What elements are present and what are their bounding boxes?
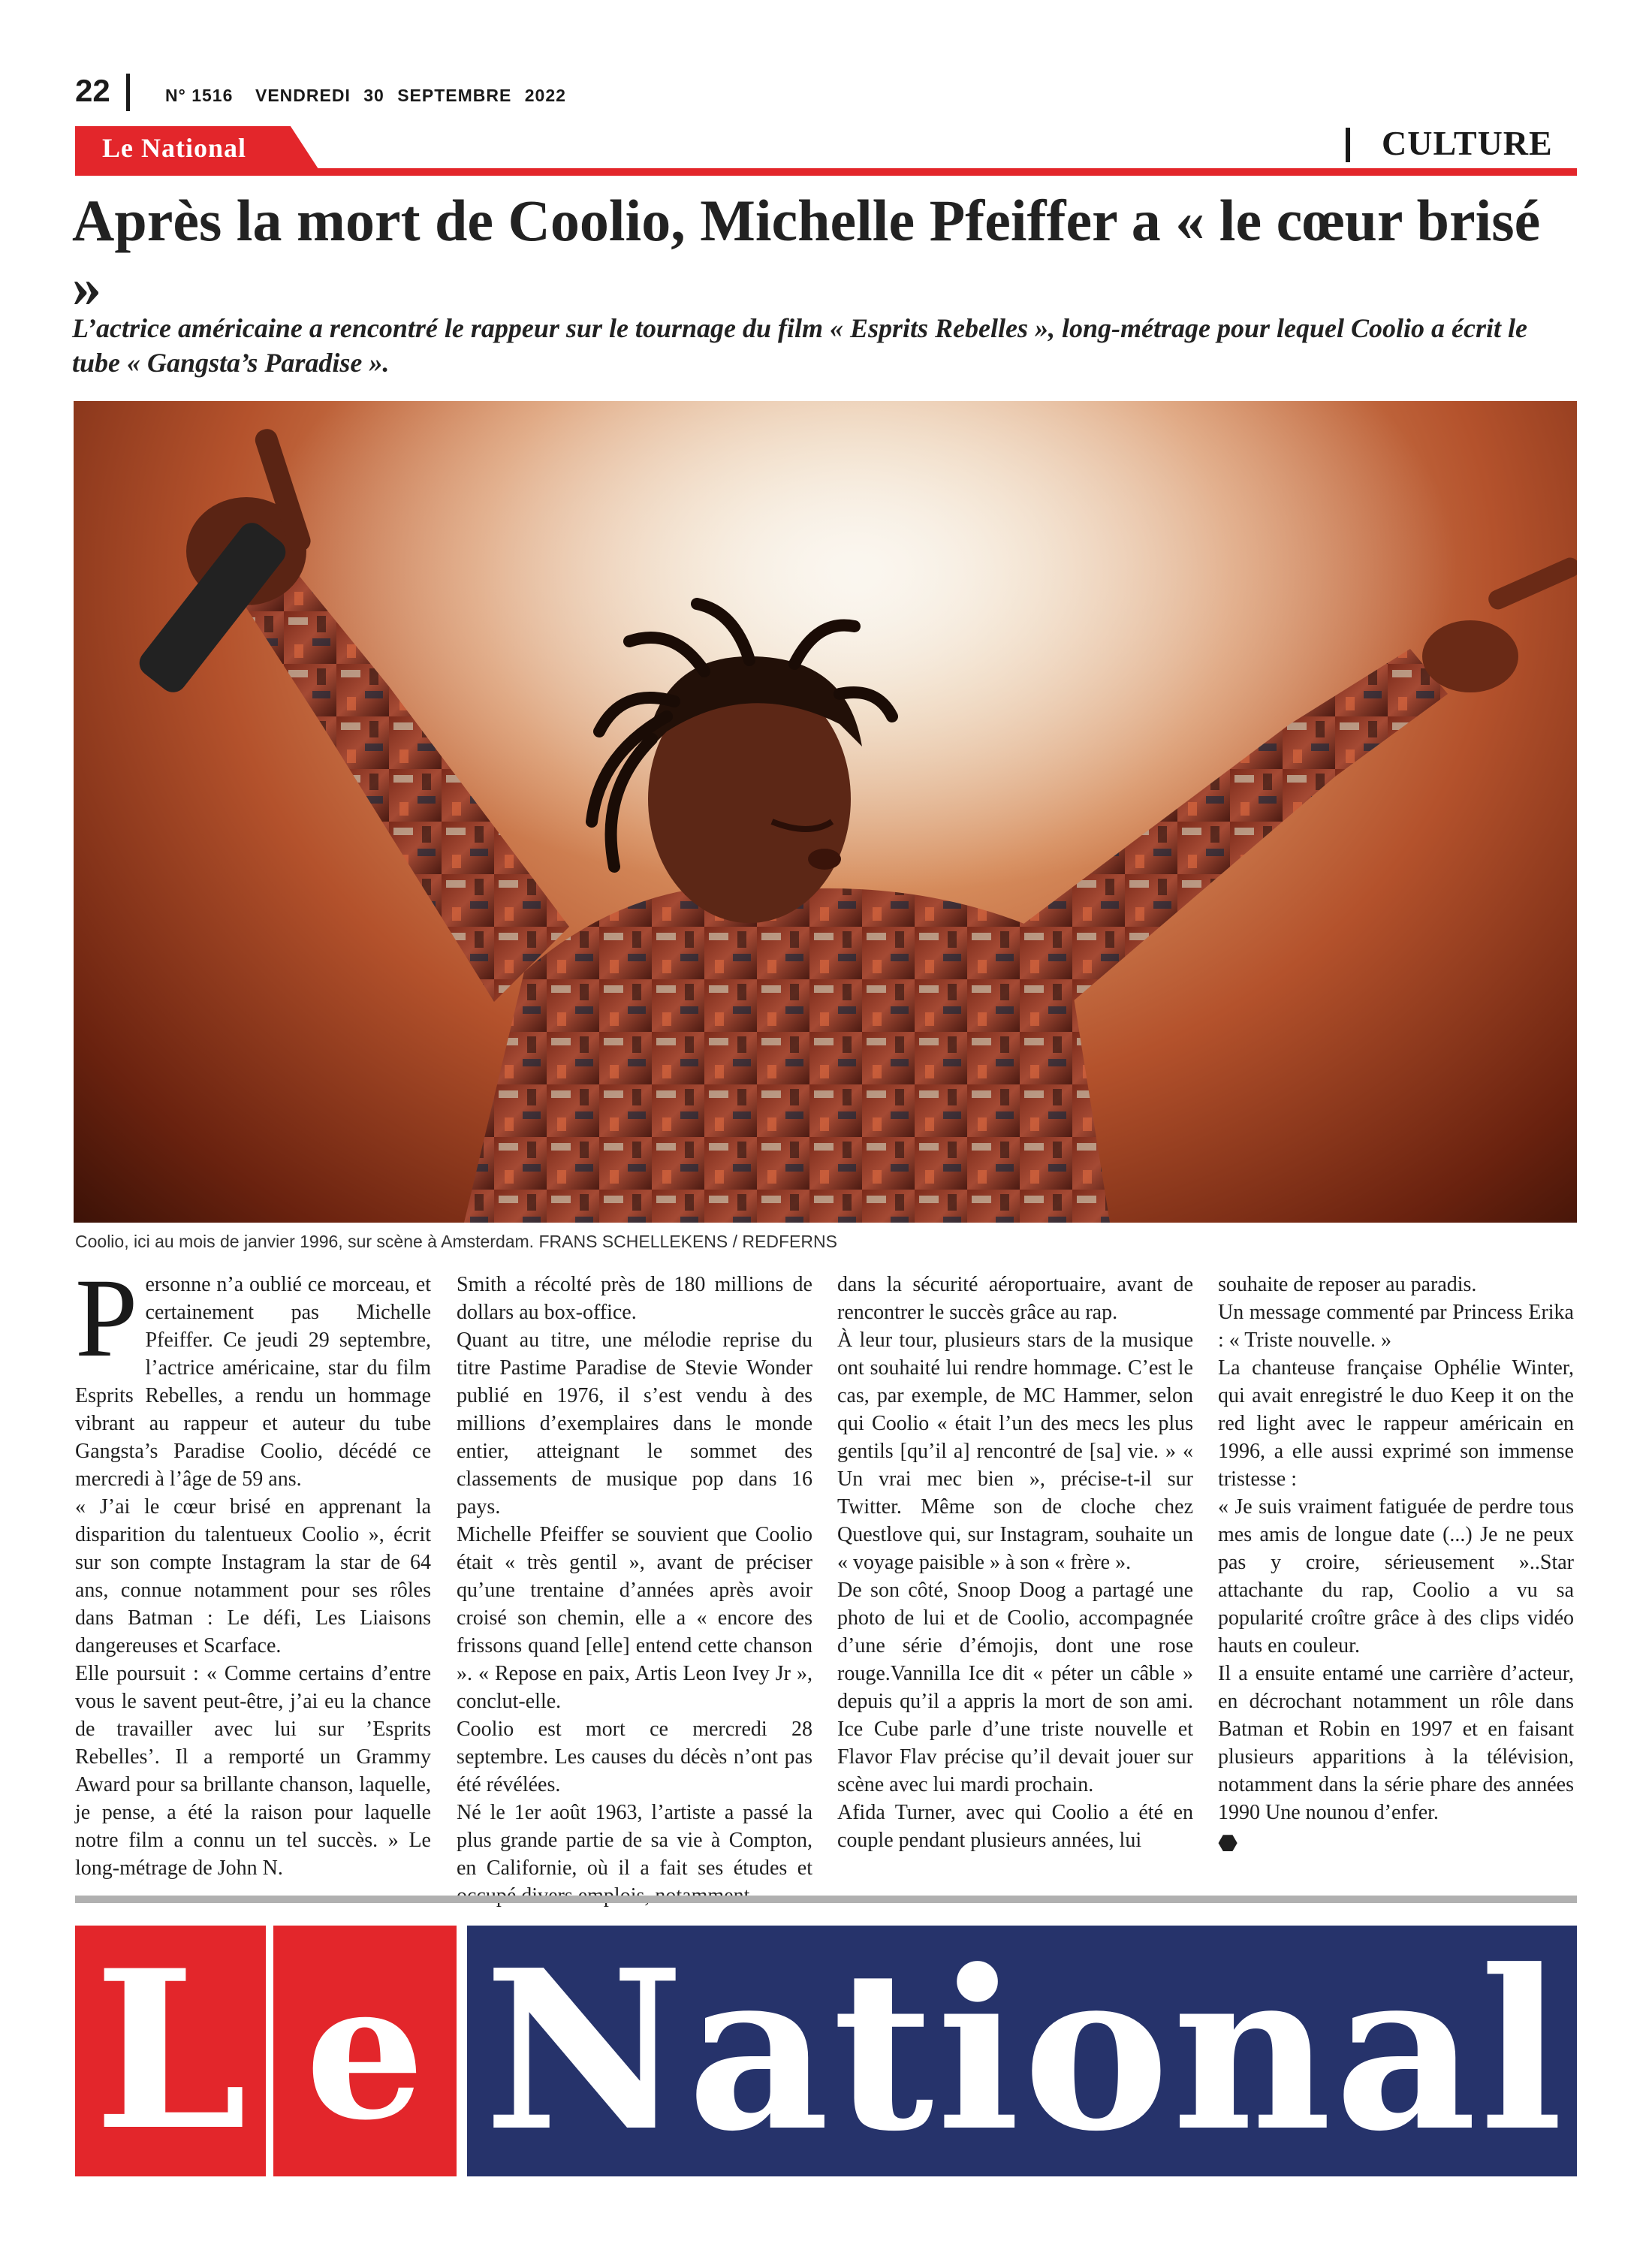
article-paragraph: Smith a récolté près de 180 millions de dollars au box-office. bbox=[457, 1273, 812, 1324]
logo-letter-e: e bbox=[305, 1941, 425, 2161]
performer-on-stage-icon bbox=[74, 401, 1577, 1223]
section-rule bbox=[75, 168, 1577, 176]
brand-tab-label: Le National bbox=[102, 133, 247, 163]
article-column-2 bbox=[457, 1271, 812, 1910]
article-paragraph: De son côté, Snoop Doog a partagé une photo de lui et de Coolio, accompagnée d’une série d’émojis, dont une rose rouge.Vannilla Ice dit « péter un câble » depuis qu’il a appris la mort de son ami. Ice Cube parle d’une triste nouvelle et Flavor Flav précise qu’il devait jouer sur scène avec lui mardi prochain. bbox=[837, 1579, 1193, 1796]
section-divider bbox=[1346, 128, 1350, 162]
section-label: CULTURE bbox=[1382, 124, 1553, 162]
issue-date: VENDREDI 30 SEPTEMBRE 2022 bbox=[255, 86, 566, 105]
article-paragraph: souhaite de reposer au paradis. bbox=[1218, 1273, 1477, 1296]
footer-rule bbox=[75, 1896, 1577, 1903]
article-paragraph bbox=[75, 1256, 431, 1493]
drop-cap: P bbox=[75, 1256, 138, 1380]
article-paragraph: Né le 1er août 1963, l’artiste a passé la plus grande partie de sa vie à Compton, en Californie, où il a fait ses études et bbox=[457, 1801, 812, 1880]
article-column-3 bbox=[837, 1271, 1193, 1854]
article-paragraph: Un message commenté par Princess Erika : « Triste nouvelle. » bbox=[1218, 1301, 1574, 1352]
article-column-4 bbox=[1218, 1271, 1574, 1858]
logo-letter-l: L bbox=[94, 1923, 247, 2179]
article-paragraph: Il a ensuite entamé une carrière d’acteur, en décrochant notamment un rôle dans Batman et Robin en 1997 et en faisant plusieurs apparitions à la télévision, notamment dans la série phare des années 1990 Une nounou d’enfer. bbox=[1218, 1662, 1574, 1824]
photo-caption: Coolio, ici au mois de janvier 1996, sur scène à Amsterdam. FRANS SCHELLEKENS / REDFERNS bbox=[75, 1232, 837, 1251]
article-paragraph: « Je suis vraiment fatiguée de perdre tous mes amis de longue date (...) Je ne peux pas y croire, sérieusement »..Star attachante du rap, Coolio a vu sa popularité croître grâce à des clips vidéo hauts en couleur. bbox=[1218, 1495, 1574, 1657]
article-paragraph: « J’ai le cœur brisé en apprenant la disparition du talentueux Coolio », écrit sur son compte Instagram la star de 64 ans, connue notamment pour ses rôles dans Batman : Le défi, Les Liaisons dangereuses et Scarface. bbox=[75, 1495, 431, 1657]
article-paragraph: Michelle Pfeiffer se souvient que Coolio était « très gentil », avant de préciser qu’une trentaine d’années après avoir croisé son chemin, elle a « encore des frissons quand [elle] entend cette chanson ». « Repose en paix, Artis Leon Ivey Jr », conclut-elle. bbox=[457, 1523, 812, 1713]
article-paragraph: Quant au titre, une mélodie reprise du titre Pastime Paradise de Stevie Wonder publié en 1976, il s’est vendu à des millions d’exemplaires dans le monde entier, atteignant le sommet des classements de musique pop dans 16 pays. bbox=[457, 1329, 812, 1519]
logo-word-national: National bbox=[484, 1922, 1566, 2179]
paragraph-text: ersonne n’a oublié ce morceau, et certainement pas Michelle Pfeiffer. Ce jeudi 29 septembre, l’actrice américaine, star du film Esprits Rebelles, a rendu un hommage vibrant au rappeur et auteur du tube Gangsta’s Paradise Coolio, décédé ce mercredi à l’âge de 59 ans. bbox=[75, 1273, 431, 1491]
hero-photo bbox=[74, 401, 1577, 1223]
article-paragraph: La chanteuse française Ophélie Winter, qui avait enregistré le duo Keep it on the red light avec le rappeur américain en 1996, a elle aussi exprimé son immense tristesse : bbox=[1218, 1356, 1574, 1491]
logo-divider bbox=[266, 1926, 273, 2176]
article-paragraph: Elle poursuit : « Comme certains d’entre vous le savent peut-être, j’ai eu la chance de travailler avec lui sur ’Esprits Rebelles’. Il a remporté un Grammy Award pour sa brillante chanson, laquelle, je pense, a été la raison pour laquelle notre film a connu un tel succès. » Le long-métrage de John N. bbox=[75, 1662, 431, 1880]
article-paragraph: Afida Turner, avec qui Coolio a été en couple pendant plusieurs années, lui bbox=[837, 1801, 1193, 1852]
end-of-article-icon: ⬣ bbox=[1218, 1831, 1238, 1856]
newspaper-logo bbox=[75, 1922, 1577, 2179]
article-paragraph: À leur tour, plusieurs stars de la musique ont souhaité lui rendre hommage. C’est le cas, par exemple, de MC Hammer, selon qui Coolio « était l’un des mecs les plus gentils [qu’il a] rencontré de [sa] vie. » « Un vrai mec bien », précise-t-il sur Twitter. Même son de cloche chez Questlove qui, sur Instagram, souhaite un « voyage paisible » à son « frère ». bbox=[837, 1329, 1193, 1574]
folio-divider bbox=[126, 74, 130, 111]
headline: Après la mort de Coolio, Michelle Pfeiffer a « le cœur brisé » bbox=[72, 188, 1541, 319]
article-paragraph: Coolio est mort ce mercredi 28 septembre. Les causes du décès n’ont pas été révélées. bbox=[457, 1718, 812, 1796]
page-number: 22 bbox=[75, 73, 110, 108]
standfirst: L’actrice américaine a rencontré le rappeur sur le tournage du film « Esprits Rebelles », long-métrage pour lequel Coolio a écrit le tube « Gangsta’s Paradise ». bbox=[72, 313, 1527, 378]
article-column-1 bbox=[75, 1256, 431, 1882]
article-paragraph: dans la sécurité aéroportuaire, avant de rencontrer le succès grâce au rap. bbox=[837, 1273, 1193, 1324]
issue-number: N° 1516 bbox=[165, 86, 234, 105]
